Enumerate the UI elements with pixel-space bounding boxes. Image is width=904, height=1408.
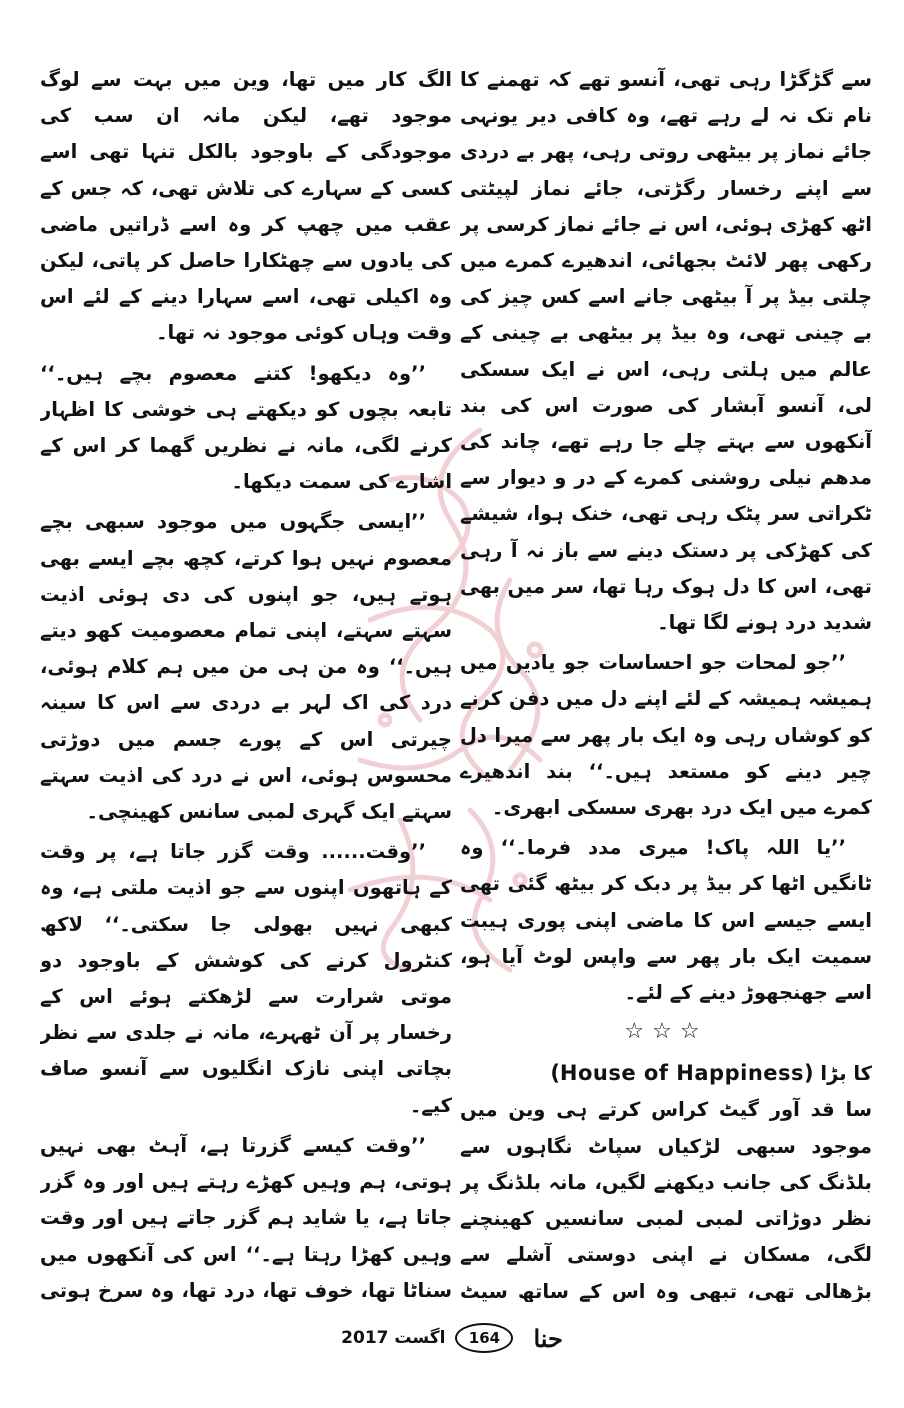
page-number: 164 bbox=[455, 1323, 513, 1353]
paragraph: ’’یا اللہ پاک! میری مدد فرما۔‘‘ وہ ٹانگیں اٹھا کر بیڈ پر دبک کر بیٹھ گئی تھی ایسے جیسے اس کا ماضی اپنی پوری ہیبت سمیت ایک بار پھر سے واپس لوٹ آیا ہو، اسے جھنجھوڑ دینے کے لئے۔ bbox=[460, 836, 872, 1005]
paragraph: ’’وقت...... وقت گزر جاتا ہے، پر وقت کے ہاتھوں اپنوں سے جو اذیت ملتی ہے، وہ کبھی نہیں بھولی جا سکتی۔‘‘ لاکھ کنٹرول کرنے کی کوشش کے باوجود دو موتی شرارت سے لڑھکتے ہوئے اس کے رخسار پر آن ٹھہرے، مانہ نے جلدی سے نظر بچاتی اپنی نازک انگلیوں سے آنسو صاف کیے۔ bbox=[40, 840, 452, 1117]
paragraph: ’’جو لمحات جو احساسات جو یادیں میں ہمیشہ ہمیشہ کے لئے اپنے دل میں دفن کرنے کو کوشاں رہی وہ ایک بار پھر سے میرا دل چیر دینے کو مستعد ہیں۔‘‘ بند اندھیرے کمرے میں ایک درد بھری سسکی ابھری۔ bbox=[460, 651, 872, 820]
right-text-column bbox=[460, 62, 872, 1302]
house-of-happiness-title: (House of Happiness) bbox=[550, 1061, 814, 1086]
paragraph: سے گڑگڑا رہی تھی، آنسو تھے کہ تھمنے کا نام تک نہ لے رہے تھے، وہ کافی دیر یونہی جائے نماز پر بیٹھی روتی رہی، پھر بے دردی سے اپنے رخسار رگڑتی، جائے نماز لپیٹتی اٹھ کھڑی ہوئی، اس نے جائے نماز کرسی پر رکھی پھر لائٹ بجھائی، اندھیرے کمرے میں چلتی بیڈ پر آ بیٹھی جانے اسے کس چیز کی بے چینی تھی، وہ بیڈ پر بیٹھی بے چینی کے عالم میں ہلتی رہی، اس نے ایک سسکی لی، آنسو آبشار کی صورت اس کی بند آنکھوں سے بہتے چلے جا رہے تھے، چاند کی مدھم نیلی روشنی کمرے کے در و دیوار سے ٹکراتی سر پٹک رہی تھی، خنک ہوا، شیشے کی کھڑکی پر دستک دینے سے باز نہ آ رہی تھی، اس کا دل ہوک رہا تھا، سر میں بھی شدید درد ہونے لگا تھا۔ bbox=[460, 68, 872, 635]
paragraph: الگ کار میں تھا، وین میں بہت سے لوگ موجود تھے، لیکن مانہ ان سب کی موجودگی کے باوجود بالکل تنہا تھی اسے کسی کے سہارے کی تلاش تھی، کہ جس کے عقب میں چھپ کر وہ اسے ڈراتیں ماضی کی یادوں سے چھٹکارا حاصل کر پاتی، لیکن وہ اکیلی تھی، اسے سہارا دینے کے لئے اس وقت وہاں کوئی موجود نہ تھا۔ bbox=[40, 68, 452, 345]
house-lead-text: کا بڑا bbox=[820, 1062, 872, 1086]
paragraph: ’’وہ دیکھو! کتنے معصوم بچے ہیں۔‘‘ تابعہ بچوں کو دیکھتے ہی خوشی کا اظہار کرنے لگی، مانہ نے نظریں گھما کر اس کے اشارے کی سمت دیکھا۔ bbox=[40, 361, 452, 494]
section-break-stars: ☆☆☆ bbox=[624, 1019, 708, 1045]
magazine-name: حنا bbox=[533, 1323, 563, 1353]
left-text-column bbox=[40, 62, 452, 1302]
page-footer bbox=[0, 1318, 904, 1358]
paragraph: ’’وقت کیسے گزرتا ہے، آہٹ بھی نہیں ہوتی، ہم وہیں کھڑے رہتے ہیں اور وہ گزر جاتا ہے، یا شاید ہم گزر جاتے ہیں اور وقت وہیں کھڑا رہتا ہے۔‘‘ اس کی آنکھوں میں سناٹا تھا، خوف تھا، درد تھا، وہ سرخ ہوتی bbox=[40, 1133, 452, 1302]
paragraph: ’’ایسی جگہوں میں موجود سبھی بچے معصوم نہیں ہوا کرتے، کچھ بچے ایسے بھی ہوتے ہیں، جو اپنوں کی دی ہوئی اذیت سہتے سہتے، اپنی تمام معصومیت کھو دیتے ہیں۔‘‘ وہ من ہی من میں ہم کلام ہوئی، درد کی اک لہر بے دردی سے اس کا سینہ چیرتی اس کے پورے جسم میں دوڑتی محسوس ہوئی، اس نے درد کی اذیت سہتے سہتے ایک گہری لمبی سانس کھینچی۔ bbox=[40, 510, 452, 824]
issue-date: اگست 2017 bbox=[341, 1328, 446, 1348]
house-heading-line bbox=[460, 1055, 872, 1092]
paragraph: سا قد آور گیٹ کراس کرتے ہی وین میں موجود سبھی لڑکیاں سپاٹ نگاہوں سے بلڈنگ کی جانب دیکھنے لگیں، مانہ بلڈنگ پر نظر دوڑاتی لمبی لمبی سانسیں کھینچنے لگی، مسکان نے اپنی دوستی آشلے سے بڑھالی تھی، تبھی وہ اس کے ساتھ سیٹ bbox=[460, 1098, 872, 1302]
